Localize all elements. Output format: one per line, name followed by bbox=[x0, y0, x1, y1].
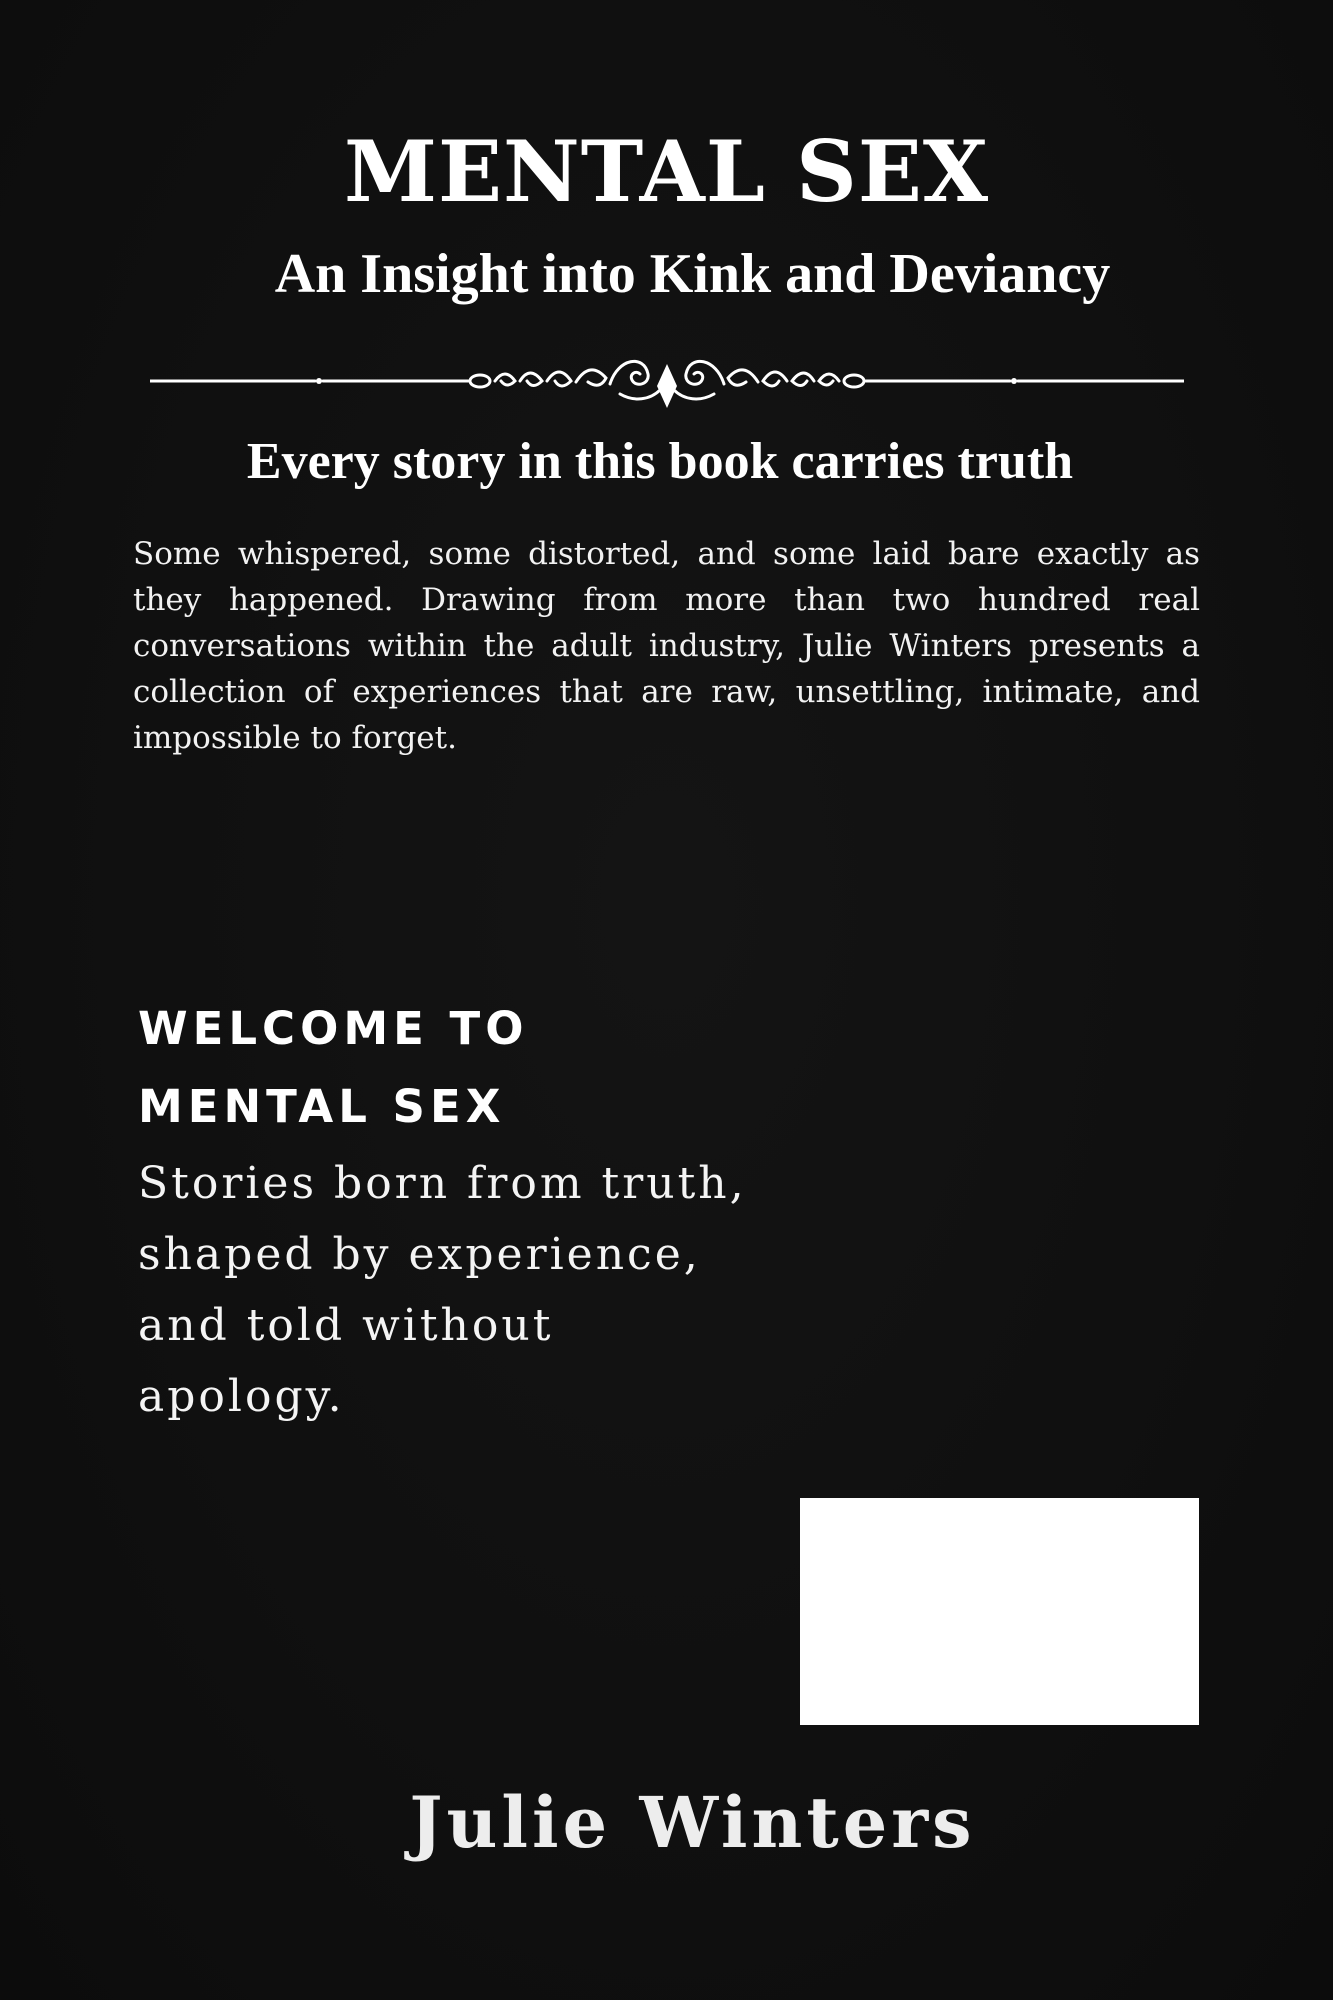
tagline: Every story in this book carries truth bbox=[246, 433, 1074, 490]
book-subtitle: An Insight into Kink and Deviancy bbox=[274, 243, 1111, 305]
barcode-box bbox=[800, 1498, 1199, 1725]
book-title: MENTAL SEX bbox=[343, 122, 990, 221]
welcome-body: Stories born from truth, shaped by experience, and told without apology. bbox=[138, 1158, 747, 1422]
blurb-paragraph: Some whispered, some distorted, and some laid bare exactly as they happened. Drawing from more than two hundred real conversations within the adult industry, Julie Winters presents a collection of experiences that are raw, unsettling, intimate, and impossible to forget. bbox=[133, 536, 1200, 756]
author-name: Julie Winters bbox=[409, 1781, 976, 1864]
welcome-heading: WELCOME TO MENTAL SEX bbox=[138, 1002, 529, 1133]
ornamental-flourish-icon bbox=[150, 346, 1184, 412]
